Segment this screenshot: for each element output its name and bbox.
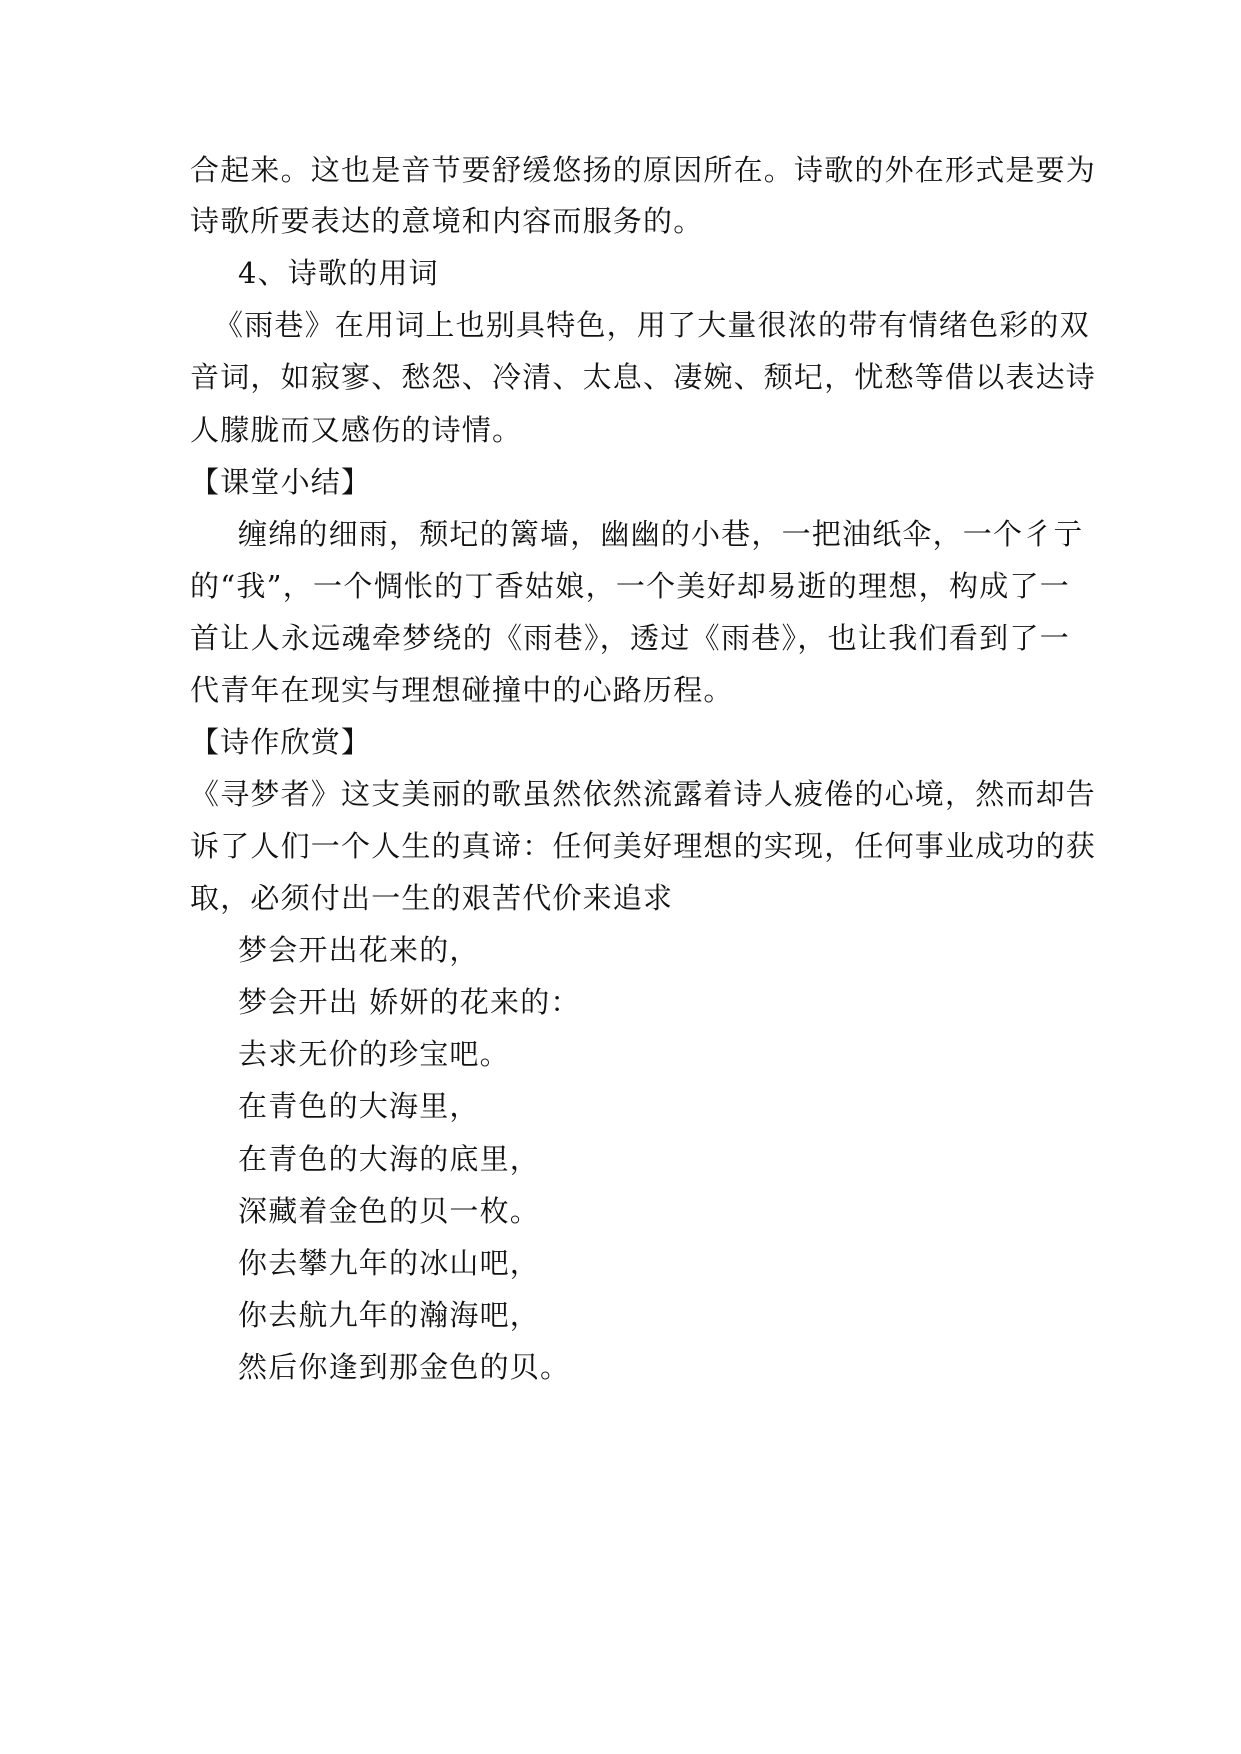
- section-heading: 【诗作欣赏】: [190, 725, 372, 759]
- poem-line: 深藏着金色的贝一枚。: [238, 1194, 541, 1228]
- paragraph-line: 音词，如寂寥、愁怨、冷清、太息、凄婉、颓圮，忧愁等借以表达诗: [190, 360, 1097, 394]
- poem-line: 在青色的大海里，: [238, 1089, 480, 1123]
- paragraph-line: 《寻梦者》这支美丽的歌虽然依然流露着诗人疲倦的心境，然而却告: [190, 777, 1097, 811]
- section-heading: 4、诗歌的用词: [238, 256, 439, 290]
- poem-line: 在青色的大海的底里，: [238, 1142, 541, 1176]
- poem-line: 你去航九年的瀚海吧，: [238, 1298, 541, 1332]
- poem-line: 梦会开出 娇妍的花来的：: [238, 985, 581, 1019]
- paragraph-line: 取，必须付出一生的艰苦代价来追求: [190, 881, 674, 915]
- paragraph-line: 合起来。这也是音节要舒缓悠扬的原因所在。诗歌的外在形式是要为: [190, 153, 1097, 187]
- poem-line: 梦会开出花来的，: [238, 933, 480, 967]
- paragraph-line: 首让人永远魂牵梦绕的《雨巷》，透过《雨巷》，也让我们看到了一: [190, 621, 1070, 655]
- paragraph-line: 人朦胧而又感伤的诗情。: [190, 413, 523, 447]
- poem-line: 你去攀九年的冰山吧，: [238, 1246, 541, 1280]
- paragraph-line: 诗歌所要表达的意境和内容而服务的。: [190, 204, 704, 238]
- section-heading: 【课堂小结】: [190, 465, 372, 499]
- poem-line: 去求无价的珍宝吧。: [238, 1037, 510, 1071]
- paragraph-line: 代青年在现实与理想碰撞中的心路历程。: [190, 673, 734, 707]
- poem-line: 然后你逢到那金色的贝。: [238, 1350, 571, 1384]
- paragraph-line: 《雨巷》在用词上也别具特色，用了大量很浓的带有情绪色彩的双: [214, 308, 1090, 342]
- paragraph-line: 的“我”，一个惆怅的丁香姑娘，一个美好却易逝的理想，构成了一: [190, 569, 1070, 603]
- paragraph-line: 缠绵的细雨，颓圮的篱墙，幽幽的小巷，一把油纸伞，一个彳亍: [238, 517, 1084, 551]
- paragraph-line: 诉了人们一个人生的真谛：任何美好理想的实现，任何事业成功的获: [190, 829, 1097, 863]
